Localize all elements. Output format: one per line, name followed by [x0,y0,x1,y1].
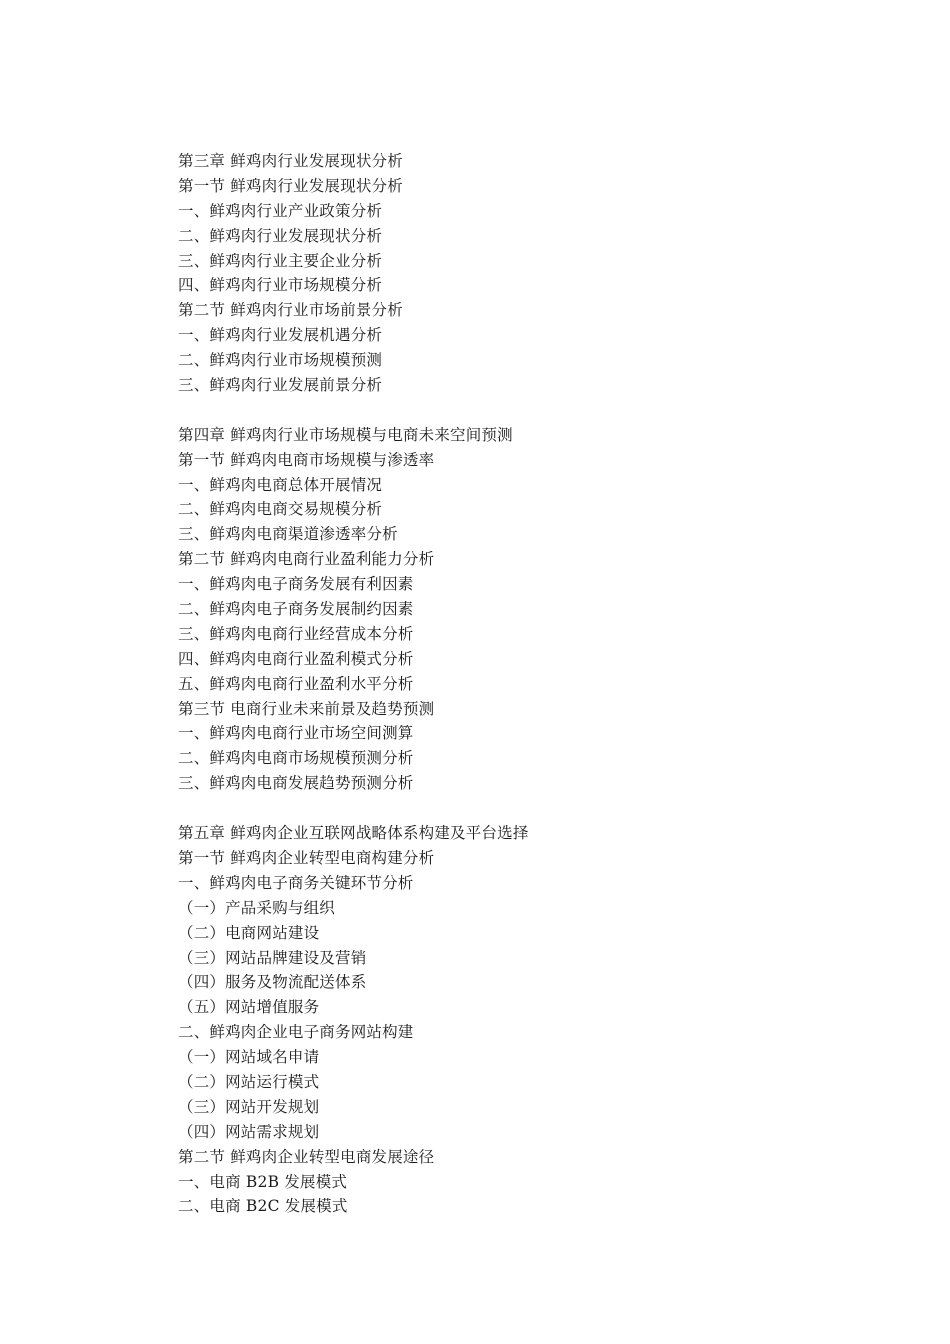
toc-item: 一、鲜鸡肉电商行业市场空间测算 [178,724,414,743]
section-heading: 第三节 电商行业未来前景及趋势预测 [178,699,435,718]
toc-subitem: （一）产品采购与组织 [178,898,336,917]
toc-item: 三、鲜鸡肉电商渠道渗透率分析 [178,525,398,544]
section-heading: 第二节 鲜鸡肉行业市场前景分析 [178,301,403,320]
toc-item: 二、电商 B2C 发展模式 [178,1197,348,1216]
section-spacer [178,398,898,423]
section-heading: 第一节 鲜鸡肉行业发展现状分析 [178,176,403,195]
toc-item: 三、鲜鸡肉电商行业经营成本分析 [178,624,414,643]
toc-subitem: （二）电商网站建设 [178,923,320,942]
toc-item: 一、鲜鸡肉电商总体开展情况 [178,475,383,494]
toc-item: 一、鲜鸡肉行业发展机遇分析 [178,326,383,345]
chapter-heading: 第三章 鲜鸡肉行业发展现状分析 [178,152,403,170]
toc-item: 一、鲜鸡肉行业产业政策分析 [178,201,383,220]
toc-item: 一、电商 B2B 发展模式 [178,1172,348,1191]
toc-item: 三、鲜鸡肉行业发展前景分析 [178,376,383,395]
toc-item: 二、鲜鸡肉行业发展现状分析 [178,226,383,245]
table-of-contents [178,149,898,1219]
toc-item: 二、鲜鸡肉行业市场规模预测 [178,351,383,370]
toc-subitem: （四）服务及物流配送体系 [178,973,367,992]
toc-item: 五、鲜鸡肉电商行业盈利水平分析 [178,674,414,693]
chapter-heading: 第五章 鲜鸡肉企业互联网战略体系构建及平台选择 [178,824,529,843]
toc-item: 二、鲜鸡肉电商交易规模分析 [178,500,383,519]
section-heading: 第二节 鲜鸡肉企业转型电商发展途径 [178,1147,435,1166]
toc-item: 一、鲜鸡肉电子商务关键环节分析 [178,873,414,892]
section-heading: 第一节 鲜鸡肉电商市场规模与渗透率 [178,450,435,469]
toc-subitem: （四）网站需求规划 [178,1122,320,1141]
toc-item: 二、鲜鸡肉电子商务发展制约因素 [178,600,414,619]
toc-subitem: （五）网站增值服务 [178,998,320,1017]
toc-subitem: （三）网站品牌建设及营销 [178,948,367,967]
toc-item: 四、鲜鸡肉电商行业盈利模式分析 [178,649,414,668]
toc-subitem: （一）网站域名申请 [178,1048,320,1067]
toc-item: 四、鲜鸡肉行业市场规模分析 [178,276,383,295]
toc-item: 二、鲜鸡肉电商市场规模预测分析 [178,749,414,768]
toc-item: 三、鲜鸡肉电商发展趋势预测分析 [178,774,414,793]
section-heading: 第二节 鲜鸡肉电商行业盈利能力分析 [178,550,435,569]
toc-item: 二、鲜鸡肉企业电子商务网站构建 [178,1023,414,1042]
toc-item: 三、鲜鸡肉行业主要企业分析 [178,251,383,270]
toc-subitem: （二）网站运行模式 [178,1072,320,1091]
section-spacer [178,796,898,821]
chapter-heading: 第四章 鲜鸡肉行业市场规模与电商未来空间预测 [178,425,513,444]
toc-item: 一、鲜鸡肉电子商务发展有利因素 [178,575,414,594]
section-heading: 第一节 鲜鸡肉企业转型电商构建分析 [178,848,435,867]
toc-subitem: （三）网站开发规划 [178,1097,320,1116]
